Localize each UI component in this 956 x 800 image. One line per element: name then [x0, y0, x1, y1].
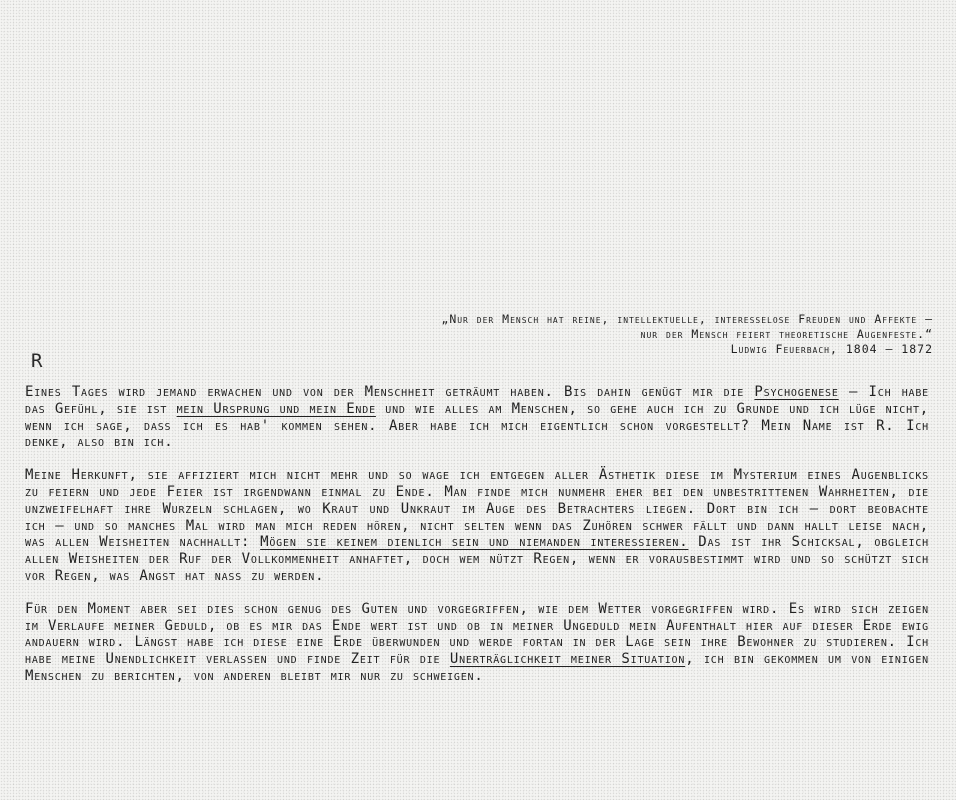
underlined-phrase-ursprung: mein Ursprung und mein Ende: [176, 400, 376, 417]
underlined-phrase-situation: Unerträglichkeit meiner Situation: [449, 651, 686, 668]
paragraph-1-text-b: – Ich habe das Gefühl, sie ist: [25, 384, 929, 417]
paragraph-2-text-b: Das ist ihr Schicksal, obgleich allen Weisheiten der Ruf der Vollkommenheit anhaftet, doch wem nützt Regen, wenn er vorausbestimmt wird und so schützt sich vor Regen, was Angst hat nass zu werden.: [25, 534, 929, 584]
paragraph-2: [25, 467, 929, 585]
underlined-phrase-psychogenese: Psychogenese: [754, 384, 839, 400]
epigraph: [293, 312, 933, 357]
paragraph-3: [25, 601, 929, 685]
paragraph-1-text-a: Eines Tages wird jemand erwachen und von der Menschheit geträumt haben. Bis dahin genügt mir die: [25, 384, 755, 400]
paragraph-1-text-c: und wie alles am Menschen, so gehe auch ich zu Grunde und ich lüge nicht, wenn ich sage, dass ich es hab' kommen sehen. Aber habe ich mich eigentlich schon vorgestellt? Mein Name ist R. Ich denke, also bin ich.: [25, 400, 930, 451]
paragraph-3-text-b: , ich bin gekommen um von einigen Menschen zu berichten, von anderen bleibt mir nur zu schweigen.: [25, 651, 929, 684]
epigraph-attribution: Ludwig Feuerbach, 1804 – 1872: [730, 342, 933, 356]
epigraph-line-1: „Nur der Mensch hat reine, intellektuelle, interesselose Freuden und Affekte –: [441, 312, 933, 326]
body-text: [25, 384, 929, 701]
paragraph-3-text-a: Für den Moment aber sei dies schon genug des Guten und vorgegriffen, wie dem Wetter vorgegriffen wird. Es wird sich zeigen im Verlaufe meiner Geduld, ob es mir das Ende wert ist und ob in meiner Ungeduld mein Aufenthalt hier auf dieser Erde ewig andauern wird. Längst habe ich diese eine Erde überwunden und werde fortan in der Lage sein ihre Bewohner zu studieren. Ich habe meine Unendlichkeit verlassen und finde Zeit für die: [25, 600, 929, 668]
paragraph-1: [25, 384, 929, 451]
paragraph-2-text-a: Meine Herkunft, sie affiziert mich nicht mehr und so wage ich entgegen aller Ästhetik diese im Mysterium eines Augenblicks zu feiern und jede Feier ist irgendwann einmal zu Ende. Man finde mich nunmehr eher bei den unbestrittenen Wahrheiten, die unzweifelhaft ihre Wurzeln schlagen, wo Kraut und Unkraut im Auge des Betrachters liegen. Dort bin ich – dort beobachte ich – und so manches Mal wird man mich reden hören, nicht selten wenn das Zuhören schwer fällt und dann hallt leise nach, was allen Weisheiten nachhallt:: [25, 467, 929, 551]
drop-initial: R: [31, 350, 43, 372]
epigraph-line-2: nur der Mensch feiert theoretische Augenfeste.“: [640, 327, 933, 341]
underlined-phrase-weisheiten: Mögen sie keinem dienlich sein und niemanden interessieren.: [260, 534, 689, 551]
